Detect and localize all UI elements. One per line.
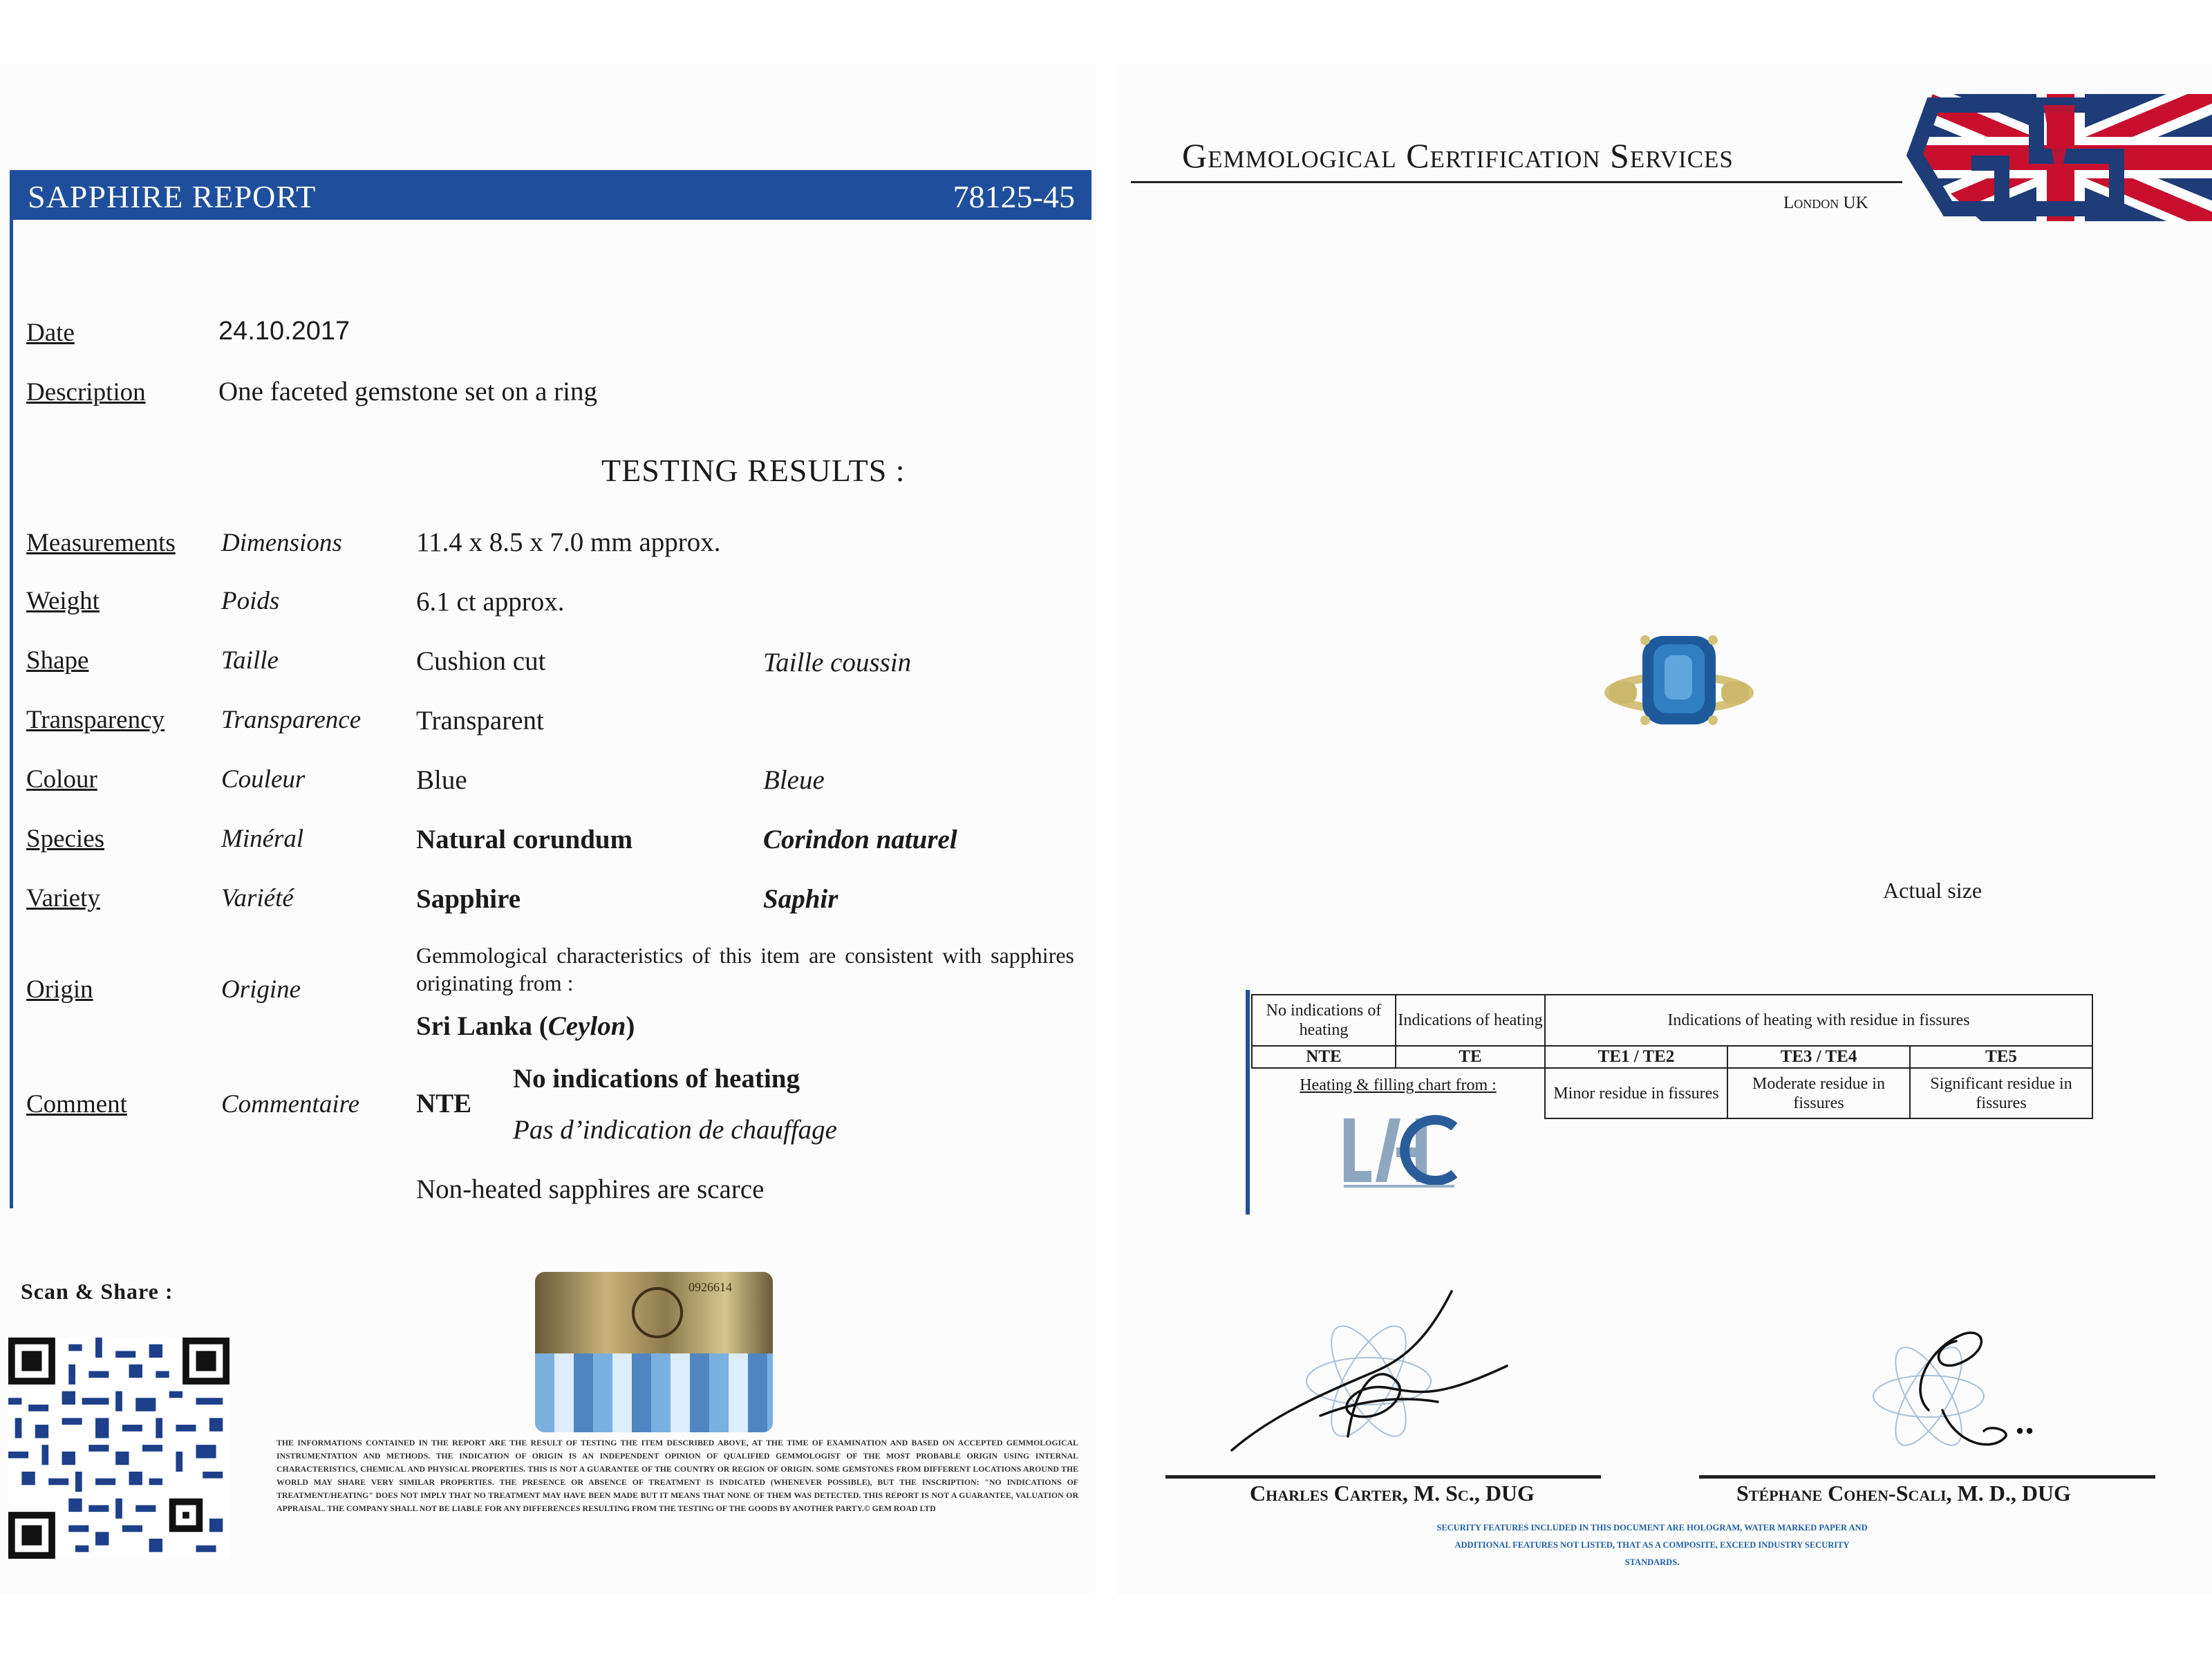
disclaimer-text: THE INFORMATIONS CONTAINED IN THE REPORT ARE THE RESULT OF TESTING THE ITEM DESCRIBED ABOVE, AT THE TIME OF EXAMINATION AND BASED ON ACCEPTED GEMMOLOGICAL INSTRUMENTATION AND METHODS. THE INDICATION OF ORIGIN IS AN INDEPENDENT OPINION OF QUALIFIED GEMMOLOGIST OF THE MOST PROBABLE ORIGIN USING INTERNAL CHARACTERISTICS, CHEMICAL AND PHYSICAL PROPERTIES. THIS IS NOT A GUARANTEE OF THE COUNTRY OR REGION OF ORIGIN. SOME GEMSTONES FROM DIFFERENT LOCATIONS AROUND THE WORLD MAY SHARE VERY SIMILAR PROPERTIES. THE PRESENCE OR ABSENCE OF TREATMENT IS INDICATED (WHENEVER POSSIBLE), BUT THE INSCRIPTION: "NO INDICATIONS OF TREATMENT/HEATING" DOES NOT IMPLY THAT NO TREATMENT MAY HAVE BEEN MADE BUT IT MEANS THAT NONE OF THEM WAS DETECTED. THIS REPORT IS NOT A GUARANTEE, VALUATION OR APPRAISAL. THE COMPANY SHALL NOT BE LIABLE FOR ANY DIFFERENCES RESULTING FROM THE TESTING OF THE GOODS BY ANOTHER PARTY.© GEM ROAD LTD [276, 1438, 1078, 1513]
colour-label-fr: Couleur [221, 765, 306, 794]
colour-label: Colour [26, 765, 97, 794]
comment-label: Comment [26, 1090, 127, 1118]
code-te3-te4: TE3 / TE4 [1727, 1046, 1910, 1068]
dimensions-label-fr: Dimensions [221, 529, 342, 557]
description-value: One faceted gemstone set on a ring [218, 377, 597, 406]
report-header [10, 170, 1091, 220]
col-heating-residue: Indications of heating with residue in fissures [1545, 995, 2092, 1046]
transparency-label-fr: Transparence [221, 706, 362, 734]
origin-label-fr: Origine [221, 975, 301, 1004]
col-no-heating: No indications of heating [1252, 995, 1396, 1046]
shape-label-fr: Taille [221, 646, 279, 675]
transparency-value: Transparent [416, 706, 544, 735]
actual-size-label: Actual size [1883, 878, 1983, 903]
origin-country: Sri Lanka (Ceylon) [416, 1011, 635, 1041]
chart-border [1246, 990, 1250, 1215]
comment-label-fr: Commentaire [221, 1090, 360, 1118]
colour-value: Blue [416, 765, 467, 795]
variety-value-fr: Saphir [763, 884, 838, 914]
origin-country-paren: Ceylon [547, 1011, 626, 1041]
code-te: TE [1396, 1046, 1545, 1068]
brand-city: London UK [1783, 194, 1868, 212]
scan-share-label: Scan & Share : [21, 1279, 174, 1304]
testing-results-heading: TESTING RESULTS : [601, 453, 906, 488]
colour-value-fr: Bleue [763, 765, 825, 795]
hologram-seal-icon [632, 1287, 683, 1338]
hologram-sticker [535, 1272, 773, 1432]
report-number: 78125-45 [953, 179, 1075, 214]
code-te1-te2: TE1 / TE2 [1545, 1046, 1727, 1068]
shape-label: Shape [26, 646, 89, 675]
origin-label: Origin [26, 975, 93, 1004]
shape-value: Cushion cut [416, 646, 546, 676]
residue-minor: Minor residue in fissures [1545, 1068, 1727, 1118]
col-heating: Indications of heating [1396, 995, 1545, 1046]
brand-underline [1131, 181, 1902, 183]
shape-value-fr: Taille coussin [763, 648, 912, 677]
comment-en: No indications of heating [513, 1064, 800, 1094]
ring-photo [1602, 630, 1756, 731]
measurements-label: Measurements [26, 529, 176, 557]
left-border [10, 220, 13, 1208]
species-label: Species [26, 825, 105, 853]
report-title: SAPPHIRE REPORT [28, 179, 317, 214]
comment-fr: Pas d’indication de chauffage [513, 1115, 837, 1145]
transparency-label: Transparency [26, 706, 165, 734]
code-te5: TE5 [1910, 1046, 2092, 1068]
brand-name: Gemmological Certification Services [1182, 136, 1734, 175]
variety-label-fr: Variété [221, 884, 294, 912]
hologram-number: 0926614 [688, 1280, 732, 1294]
origin-text: Gemmological characteristics of this item are consistent with sapphires originating from : [416, 943, 1074, 995]
comment-code: NTE [416, 1089, 472, 1118]
heating-chart [1251, 994, 2093, 1119]
residue-moderate: Moderate residue in fissures [1727, 1068, 1910, 1118]
signature-line-cohen-scali [1699, 1475, 2155, 1479]
species-value: Natural corundum [416, 825, 633, 854]
weight-label-fr: Poids [221, 587, 280, 615]
weight-label: Weight [26, 587, 100, 615]
hologram-band [535, 1353, 773, 1432]
description-label: Description [26, 378, 146, 406]
comment-note: Non-heated sapphires are scarce [416, 1174, 765, 1204]
date-label: Date [26, 319, 75, 347]
gcs-flag-logo [1905, 91, 2212, 224]
weight-value: 6.1 ct approx. [416, 587, 565, 617]
code-nte: NTE [1252, 1046, 1396, 1068]
variety-label: Variety [26, 884, 100, 912]
residue-significant: Significant residue in fissures [1910, 1068, 2092, 1118]
security-features-text: SECURITY FEATURES INCLUDED IN THIS DOCUMENT ARE HOLOGRAM, WATER MARKED PAPER AND ADDITIONAL FEATURES NOT LISTED, THAT AS A COMPOSITE, EXCEED INDUSTRY SECURITY STANDARDS. [1436, 1523, 1868, 1567]
signature-line-carter [1165, 1475, 1601, 1479]
signature-carter-image [1217, 1277, 1521, 1478]
variety-value: Sapphire [416, 884, 521, 914]
date-value: 24.10.2017 [218, 317, 350, 346]
origin-country-name: Sri Lanka [416, 1011, 532, 1041]
signature-cohen-scali-image [1825, 1306, 2046, 1472]
species-value-fr: Corindon naturel [763, 825, 957, 854]
chart-from-label: Heating & filling chart from : [1300, 1076, 1497, 1094]
signatory-cohen-scali: Stéphane Cohen-Scali, M. D., DUG [1736, 1481, 2071, 1506]
qr-code-icon[interactable] [8, 1334, 229, 1562]
measurements-value: 11.4 x 8.5 x 7.0 mm approx. [416, 527, 721, 557]
lhc-logo [1340, 1112, 1457, 1194]
signatory-carter: Charles Carter, M. Sc., DUG [1250, 1481, 1535, 1506]
species-label-fr: Minéral [221, 825, 304, 853]
